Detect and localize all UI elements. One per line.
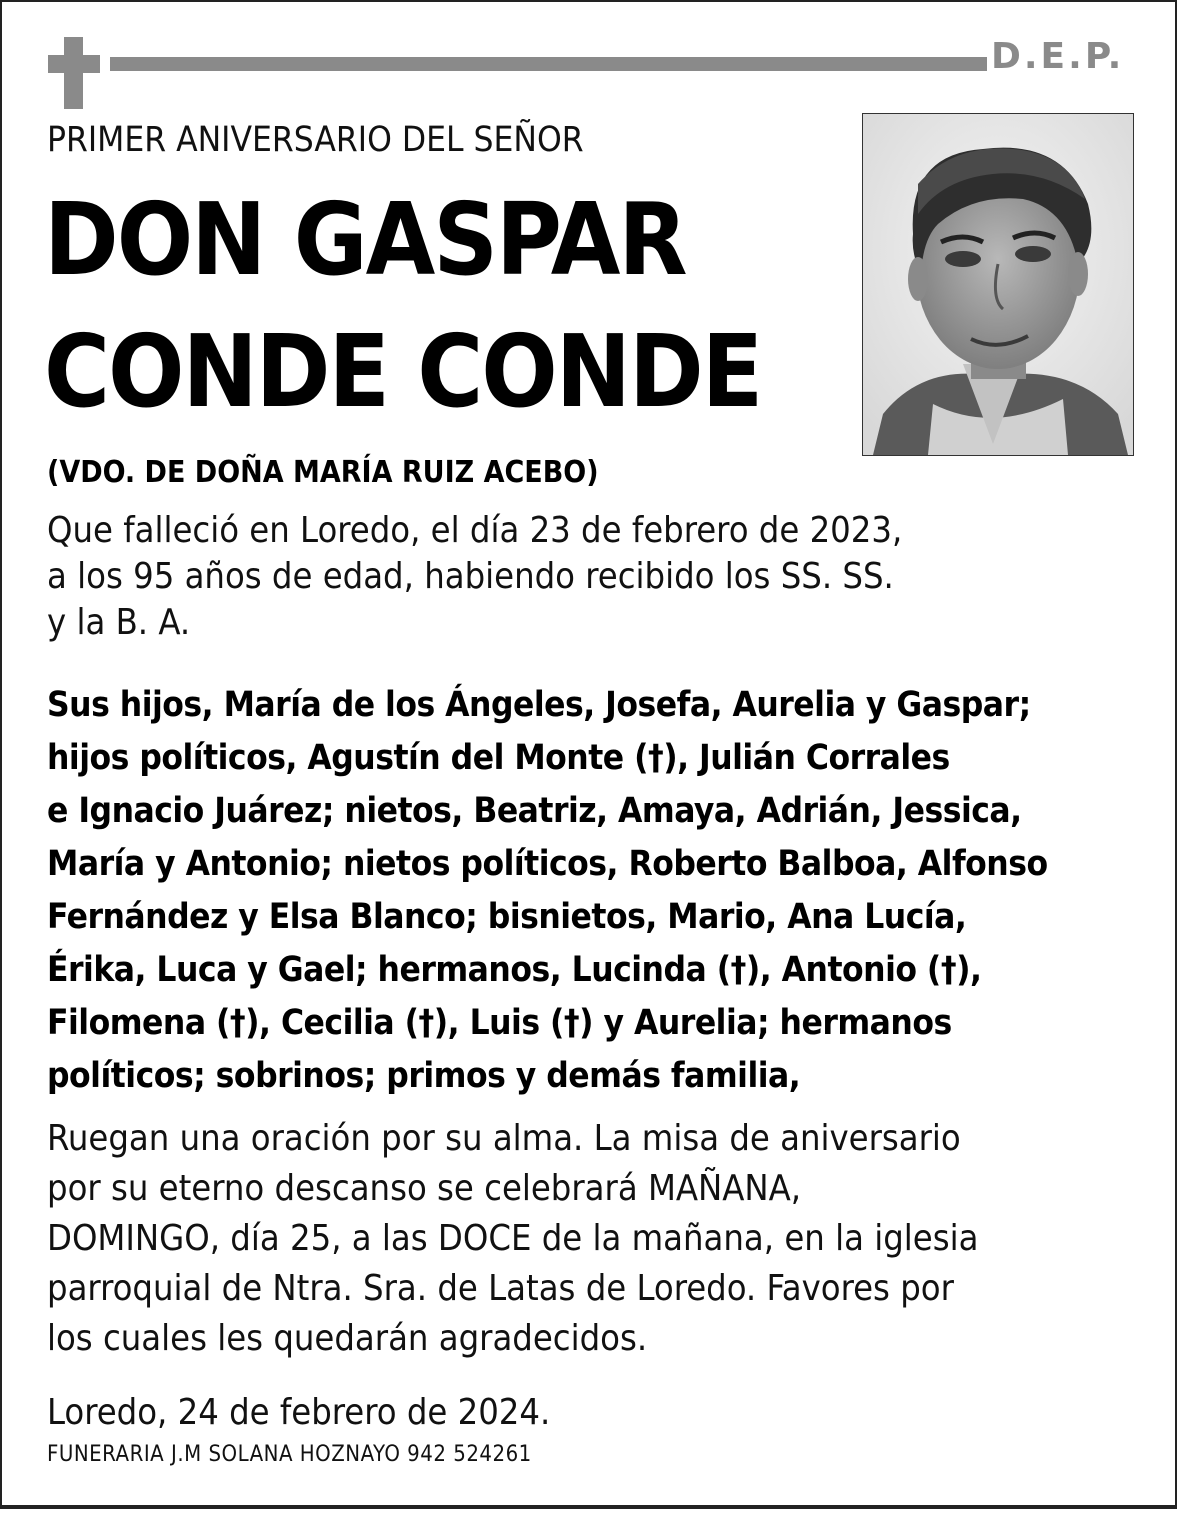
deceased-name-line1: DON GASPAR <box>44 181 686 298</box>
family-paragraph: Sus hijos, María de los Ángeles, Josefa, Aurelia y Gaspar; hijos políticos, Agustín del Monte (†), Julián Corrales e Ignacio Juárez; nietos, Beatriz, Amaya, Adrián, Jessica, María y Antonio; nietos políticos, Roberto Balboa, Alfonso Fernández y Elsa Blanco; bisnietos, Mario, Ana Lucía, Érika, Luca y Gael; hermanos, Lucinda (†), Antonio (†), Filomena (†), Cecilia (†), Luis (†) y Aurelia; hermanos políticos; sobrinos; primos y demás familia, <box>47 685 1048 1096</box>
death-notice-paragraph: Que falleció en Loredo, el día 23 de febrero de 2023, a los 95 años de edad, habiendo recibido los SS. SS. y la B. A. <box>47 510 903 643</box>
portrait-photo <box>862 113 1134 456</box>
widower-of-line: (VDO. DE DOÑA MARÍA RUIZ ACEBO) <box>47 455 599 490</box>
mass-request-paragraph: Ruegan una oración por su alma. La misa de aniversario por su eterno descanso se celebrará MAÑANA, DOMINGO, día 25, a las DOCE de la mañana, en la iglesia parroquial de Ntra. Sra. de Latas de Loredo. Favores por los cuales les quedarán agradecidos. <box>47 1118 979 1359</box>
portrait-image <box>863 114 1133 455</box>
cross-icon-bar <box>48 55 100 73</box>
deceased-name-line2: CONDE CONDE <box>44 313 762 430</box>
anniversary-heading: PRIMER ANIVERSARIO DEL SEÑOR <box>47 120 584 160</box>
place-date-line: Loredo, 24 de febrero de 2024. <box>47 1392 551 1433</box>
cross-icon <box>64 37 83 109</box>
funeral-home-credit: FUNERARIA J.M SOLANA HOZNAYO 942 524261 <box>47 1442 532 1467</box>
header-rule <box>110 57 987 71</box>
dep-badge: D.E.P. <box>991 36 1125 77</box>
